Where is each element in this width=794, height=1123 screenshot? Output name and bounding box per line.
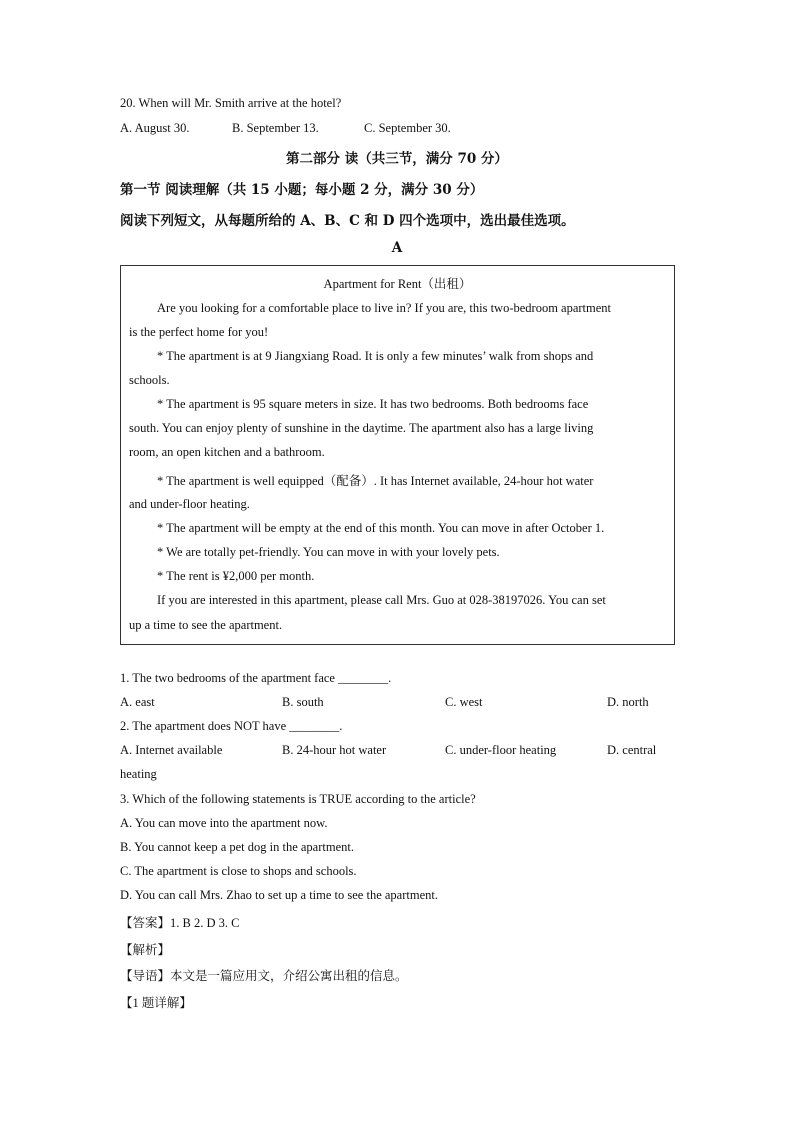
passage-line: south. You can enjoy plenty of sunshine in the daytime. The apartment also has a large living <box>129 421 594 435</box>
guide-line <box>120 966 408 984</box>
detail-label: 【1 题详解】 <box>120 996 192 1010</box>
analysis-label: 【解析】 <box>120 943 171 957</box>
question-2-option-d: D. central <box>607 743 657 757</box>
passage-line: room, an open kitchen and a bathroom. <box>129 445 325 459</box>
question-20-option-c: C. September 30. <box>364 121 451 135</box>
passage-line: * The apartment is well equipped（配备）. It has Internet available, 24-hour hot water <box>157 474 594 488</box>
instruction-text: 阅读下列短文，从每题所给的 A、B、C 和 D 四个选项中，选出最佳选项。 <box>120 213 575 229</box>
guide-text: 本文是一篇应用文，介绍公寓出租的信息。 <box>170 969 408 983</box>
question-3-option-b: B. You cannot keep a pet dog in the apartment. <box>120 840 354 854</box>
question-2-option-c: C. under-floor heating <box>445 743 557 757</box>
question-3-option-a: A. You can move into the apartment now. <box>120 816 328 830</box>
question-2-option-a: A. Internet available <box>120 743 223 757</box>
passage-line: * The apartment is 95 square meters in size. It has two bedrooms. Both bedrooms face <box>157 397 589 411</box>
question-1-option-b: B. south <box>282 695 324 709</box>
question-3-option-d: D. You can call Mrs. Zhao to set up a time to see the apartment. <box>120 888 438 902</box>
passage-line: * The apartment is at 9 Jiangxiang Road. It is only a few minutes’ walk from shops and <box>157 349 594 363</box>
part-heading: 第二部分 读（共三节，满分 70 分） <box>286 151 508 167</box>
section-heading: 第一节 阅读理解（共 15 小题；每小题 2 分，满分 30 分） <box>120 182 484 198</box>
passage-line: If you are interested in this apartment, please call Mrs. Guo at 028-38197026. You can set <box>157 593 606 607</box>
question-20-option-a: A. August 30. <box>120 121 190 135</box>
passage-line: Are you looking for a comfortable place to live in? If you are, this two-bedroom apartment <box>157 301 612 315</box>
question-3-option-c: C. The apartment is close to shops and schools. <box>120 864 357 878</box>
passage-line: schools. <box>129 373 170 387</box>
answer-line <box>120 913 239 931</box>
passage-box <box>120 265 675 645</box>
question-1-option-c: C. west <box>445 695 483 709</box>
answer-text: 1. B 2. D 3. C <box>170 916 240 930</box>
question-20-stem: 20. When will Mr. Smith arrive at the hotel? <box>120 96 342 110</box>
question-1-stem: 1. The two bedrooms of the apartment face ________. <box>120 671 392 685</box>
passage-title: Apartment for Rent（出租） <box>323 277 472 291</box>
question-2-option-d-wrap: heating <box>120 767 157 781</box>
passage-line: * The apartment will be empty at the end of this month. You can move in after October 1. <box>157 521 605 535</box>
question-1-option-d: D. north <box>607 695 649 709</box>
question-2-option-b: B. 24-hour hot water <box>282 743 387 757</box>
question-20-option-b: B. September 13. <box>232 121 319 135</box>
passage-line: is the perfect home for you! <box>129 325 269 339</box>
question-1-option-a: A. east <box>120 695 155 709</box>
question-2-stem: 2. The apartment does NOT have ________. <box>120 719 343 733</box>
passage-line: * The rent is ¥2,000 per month. <box>157 569 315 583</box>
answer-label: 【答案】 <box>120 916 171 930</box>
guide-label: 【导语】 <box>120 969 171 983</box>
question-3-stem: 3. Which of the following statements is TRUE according to the article? <box>120 792 476 806</box>
passage-line: and under-floor heating. <box>129 497 250 511</box>
passage-letter: A <box>391 240 403 256</box>
passage-line: * We are totally pet-friendly. You can move in with your lovely pets. <box>157 545 500 559</box>
passage-line: up a time to see the apartment. <box>129 618 283 632</box>
